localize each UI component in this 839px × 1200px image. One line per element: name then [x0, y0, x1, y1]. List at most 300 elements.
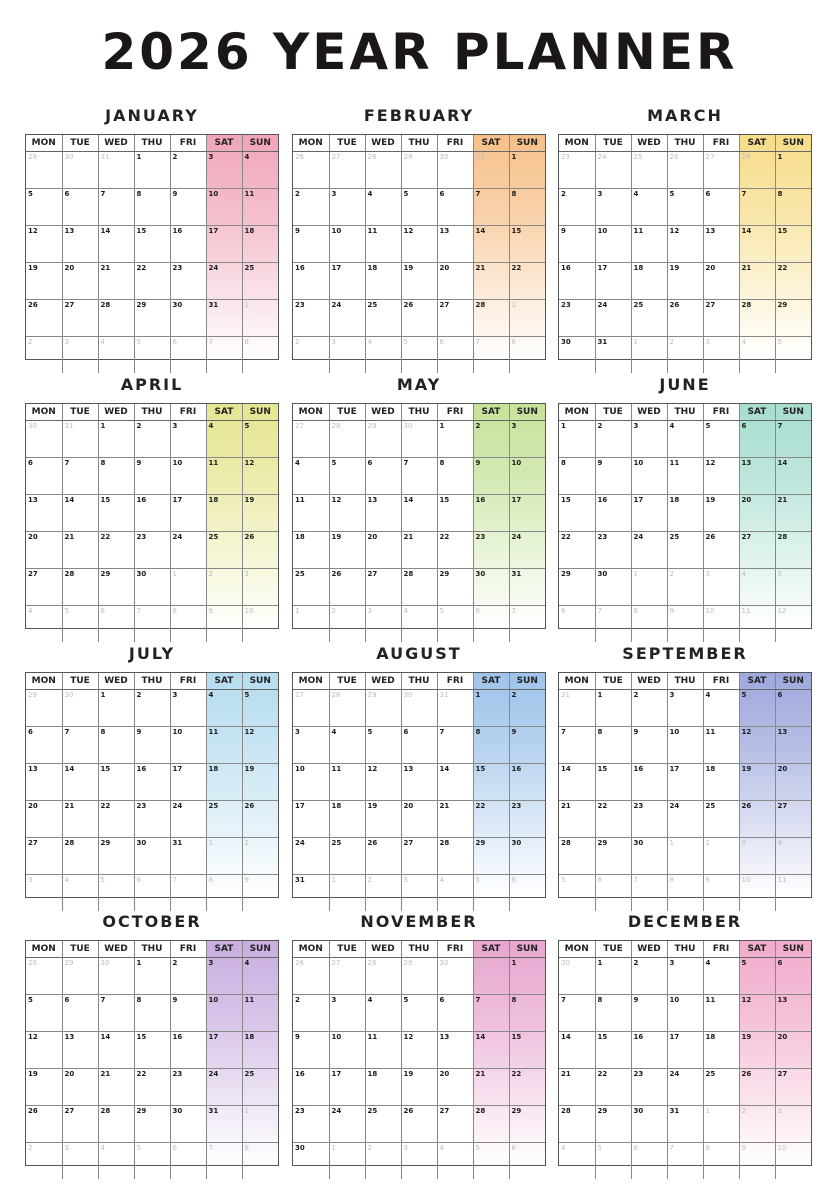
day-cell[interactable] — [206, 421, 242, 458]
day-cell[interactable] — [437, 727, 473, 764]
day-cell[interactable] — [329, 226, 365, 263]
day-cell[interactable] — [365, 337, 401, 374]
day-cell[interactable] — [206, 152, 242, 189]
day-cell[interactable] — [775, 764, 811, 801]
day-cell[interactable] — [170, 606, 206, 643]
day-cell[interactable] — [170, 875, 206, 912]
day-cell[interactable] — [62, 458, 98, 495]
day-cell[interactable] — [437, 263, 473, 300]
day-cell[interactable] — [509, 226, 545, 263]
day-cell[interactable] — [703, 838, 739, 875]
day-cell[interactable] — [293, 495, 329, 532]
day-cell[interactable] — [365, 764, 401, 801]
day-cell[interactable] — [631, 801, 667, 838]
day-cell[interactable] — [401, 1032, 437, 1069]
day-cell[interactable] — [329, 690, 365, 727]
day-cell[interactable] — [62, 226, 98, 263]
day-cell[interactable] — [62, 995, 98, 1032]
day-cell[interactable] — [703, 458, 739, 495]
day-cell[interactable] — [134, 727, 170, 764]
day-cell[interactable] — [437, 226, 473, 263]
day-cell[interactable] — [775, 337, 811, 374]
day-cell[interactable] — [595, 727, 631, 764]
day-cell[interactable] — [365, 532, 401, 569]
day-cell[interactable] — [509, 152, 545, 189]
day-cell[interactable] — [739, 569, 775, 606]
day-cell[interactable] — [437, 421, 473, 458]
day-cell[interactable] — [437, 690, 473, 727]
day-cell[interactable] — [739, 189, 775, 226]
day-cell[interactable] — [293, 532, 329, 569]
day-cell[interactable] — [703, 152, 739, 189]
day-cell[interactable] — [329, 606, 365, 643]
day-cell[interactable] — [595, 189, 631, 226]
day-cell[interactable] — [667, 263, 703, 300]
day-cell[interactable] — [293, 337, 329, 374]
day-cell[interactable] — [667, 189, 703, 226]
day-cell[interactable] — [62, 152, 98, 189]
day-cell[interactable] — [170, 300, 206, 337]
day-cell[interactable] — [293, 690, 329, 727]
day-cell[interactable] — [134, 300, 170, 337]
day-cell[interactable] — [667, 495, 703, 532]
day-cell[interactable] — [595, 958, 631, 995]
day-cell[interactable] — [739, 801, 775, 838]
day-cell[interactable] — [631, 226, 667, 263]
day-cell[interactable] — [559, 337, 595, 374]
day-cell[interactable] — [775, 300, 811, 337]
day-cell[interactable] — [26, 727, 62, 764]
day-cell[interactable] — [206, 189, 242, 226]
day-cell[interactable] — [473, 458, 509, 495]
day-cell[interactable] — [775, 152, 811, 189]
day-cell[interactable] — [595, 263, 631, 300]
day-cell[interactable] — [703, 995, 739, 1032]
day-cell[interactable] — [62, 606, 98, 643]
day-cell[interactable] — [775, 801, 811, 838]
day-cell[interactable] — [134, 189, 170, 226]
day-cell[interactable] — [595, 995, 631, 1032]
day-cell[interactable] — [62, 875, 98, 912]
day-cell[interactable] — [559, 1069, 595, 1106]
day-cell[interactable] — [739, 226, 775, 263]
day-cell[interactable] — [293, 764, 329, 801]
day-cell[interactable] — [134, 421, 170, 458]
day-cell[interactable] — [206, 1032, 242, 1069]
day-cell[interactable] — [293, 995, 329, 1032]
day-cell[interactable] — [242, 801, 278, 838]
day-cell[interactable] — [401, 606, 437, 643]
day-cell[interactable] — [437, 958, 473, 995]
day-cell[interactable] — [26, 995, 62, 1032]
day-cell[interactable] — [631, 569, 667, 606]
day-cell[interactable] — [739, 152, 775, 189]
day-cell[interactable] — [242, 727, 278, 764]
day-cell[interactable] — [26, 801, 62, 838]
day-cell[interactable] — [329, 764, 365, 801]
day-cell[interactable] — [170, 1069, 206, 1106]
day-cell[interactable] — [242, 690, 278, 727]
day-cell[interactable] — [559, 569, 595, 606]
day-cell[interactable] — [437, 495, 473, 532]
day-cell[interactable] — [595, 1032, 631, 1069]
day-cell[interactable] — [509, 421, 545, 458]
day-cell[interactable] — [365, 458, 401, 495]
day-cell[interactable] — [401, 300, 437, 337]
day-cell[interactable] — [170, 995, 206, 1032]
day-cell[interactable] — [26, 300, 62, 337]
day-cell[interactable] — [509, 764, 545, 801]
day-cell[interactable] — [62, 1106, 98, 1143]
day-cell[interactable] — [559, 838, 595, 875]
day-cell[interactable] — [401, 1069, 437, 1106]
day-cell[interactable] — [98, 1143, 134, 1180]
day-cell[interactable] — [509, 1032, 545, 1069]
day-cell[interactable] — [293, 801, 329, 838]
day-cell[interactable] — [98, 458, 134, 495]
day-cell[interactable] — [134, 263, 170, 300]
day-cell[interactable] — [206, 801, 242, 838]
day-cell[interactable] — [98, 189, 134, 226]
day-cell[interactable] — [631, 875, 667, 912]
day-cell[interactable] — [667, 300, 703, 337]
day-cell[interactable] — [559, 727, 595, 764]
day-cell[interactable] — [739, 300, 775, 337]
day-cell[interactable] — [401, 226, 437, 263]
day-cell[interactable] — [667, 690, 703, 727]
day-cell[interactable] — [401, 532, 437, 569]
day-cell[interactable] — [595, 337, 631, 374]
day-cell[interactable] — [667, 226, 703, 263]
day-cell[interactable] — [401, 569, 437, 606]
day-cell[interactable] — [437, 764, 473, 801]
day-cell[interactable] — [134, 801, 170, 838]
day-cell[interactable] — [559, 226, 595, 263]
day-cell[interactable] — [509, 875, 545, 912]
day-cell[interactable] — [509, 337, 545, 374]
day-cell[interactable] — [170, 337, 206, 374]
day-cell[interactable] — [437, 875, 473, 912]
day-cell[interactable] — [775, 495, 811, 532]
day-cell[interactable] — [329, 1106, 365, 1143]
day-cell[interactable] — [739, 1143, 775, 1180]
day-cell[interactable] — [62, 569, 98, 606]
day-cell[interactable] — [62, 300, 98, 337]
day-cell[interactable] — [170, 801, 206, 838]
day-cell[interactable] — [559, 690, 595, 727]
day-cell[interactable] — [667, 727, 703, 764]
day-cell[interactable] — [473, 606, 509, 643]
day-cell[interactable] — [206, 337, 242, 374]
day-cell[interactable] — [170, 838, 206, 875]
day-cell[interactable] — [242, 875, 278, 912]
day-cell[interactable] — [401, 995, 437, 1032]
day-cell[interactable] — [775, 958, 811, 995]
day-cell[interactable] — [206, 569, 242, 606]
day-cell[interactable] — [631, 1143, 667, 1180]
day-cell[interactable] — [473, 421, 509, 458]
day-cell[interactable] — [631, 690, 667, 727]
day-cell[interactable] — [401, 421, 437, 458]
day-cell[interactable] — [329, 421, 365, 458]
day-cell[interactable] — [98, 801, 134, 838]
day-cell[interactable] — [293, 727, 329, 764]
day-cell[interactable] — [473, 875, 509, 912]
day-cell[interactable] — [509, 995, 545, 1032]
day-cell[interactable] — [509, 495, 545, 532]
day-cell[interactable] — [170, 764, 206, 801]
day-cell[interactable] — [775, 421, 811, 458]
day-cell[interactable] — [437, 1106, 473, 1143]
day-cell[interactable] — [631, 532, 667, 569]
day-cell[interactable] — [775, 727, 811, 764]
day-cell[interactable] — [134, 337, 170, 374]
day-cell[interactable] — [293, 263, 329, 300]
day-cell[interactable] — [703, 875, 739, 912]
day-cell[interactable] — [739, 690, 775, 727]
day-cell[interactable] — [401, 727, 437, 764]
day-cell[interactable] — [329, 1032, 365, 1069]
day-cell[interactable] — [739, 337, 775, 374]
day-cell[interactable] — [365, 189, 401, 226]
day-cell[interactable] — [62, 1032, 98, 1069]
day-cell[interactable] — [703, 801, 739, 838]
day-cell[interactable] — [631, 1106, 667, 1143]
day-cell[interactable] — [206, 690, 242, 727]
day-cell[interactable] — [509, 606, 545, 643]
day-cell[interactable] — [293, 1106, 329, 1143]
day-cell[interactable] — [595, 606, 631, 643]
day-cell[interactable] — [631, 727, 667, 764]
day-cell[interactable] — [559, 995, 595, 1032]
day-cell[interactable] — [293, 875, 329, 912]
day-cell[interactable] — [509, 1069, 545, 1106]
day-cell[interactable] — [206, 458, 242, 495]
day-cell[interactable] — [631, 458, 667, 495]
day-cell[interactable] — [595, 875, 631, 912]
day-cell[interactable] — [293, 189, 329, 226]
day-cell[interactable] — [329, 838, 365, 875]
day-cell[interactable] — [595, 764, 631, 801]
day-cell[interactable] — [401, 801, 437, 838]
day-cell[interactable] — [206, 263, 242, 300]
day-cell[interactable] — [242, 1106, 278, 1143]
day-cell[interactable] — [26, 495, 62, 532]
day-cell[interactable] — [26, 1106, 62, 1143]
day-cell[interactable] — [473, 801, 509, 838]
day-cell[interactable] — [595, 226, 631, 263]
day-cell[interactable] — [559, 458, 595, 495]
day-cell[interactable] — [437, 569, 473, 606]
day-cell[interactable] — [559, 189, 595, 226]
day-cell[interactable] — [98, 569, 134, 606]
day-cell[interactable] — [595, 532, 631, 569]
day-cell[interactable] — [509, 300, 545, 337]
day-cell[interactable] — [595, 458, 631, 495]
day-cell[interactable] — [134, 1032, 170, 1069]
day-cell[interactable] — [365, 606, 401, 643]
day-cell[interactable] — [631, 189, 667, 226]
day-cell[interactable] — [206, 995, 242, 1032]
day-cell[interactable] — [775, 226, 811, 263]
day-cell[interactable] — [134, 1069, 170, 1106]
day-cell[interactable] — [437, 532, 473, 569]
day-cell[interactable] — [62, 838, 98, 875]
day-cell[interactable] — [242, 1032, 278, 1069]
day-cell[interactable] — [703, 727, 739, 764]
day-cell[interactable] — [206, 727, 242, 764]
day-cell[interactable] — [437, 838, 473, 875]
day-cell[interactable] — [775, 875, 811, 912]
day-cell[interactable] — [98, 875, 134, 912]
day-cell[interactable] — [559, 1106, 595, 1143]
day-cell[interactable] — [473, 337, 509, 374]
day-cell[interactable] — [473, 189, 509, 226]
day-cell[interactable] — [559, 263, 595, 300]
day-cell[interactable] — [667, 152, 703, 189]
day-cell[interactable] — [26, 606, 62, 643]
day-cell[interactable] — [98, 838, 134, 875]
day-cell[interactable] — [473, 152, 509, 189]
day-cell[interactable] — [62, 764, 98, 801]
day-cell[interactable] — [437, 1069, 473, 1106]
day-cell[interactable] — [473, 1106, 509, 1143]
day-cell[interactable] — [667, 606, 703, 643]
day-cell[interactable] — [703, 189, 739, 226]
day-cell[interactable] — [134, 226, 170, 263]
day-cell[interactable] — [473, 1032, 509, 1069]
day-cell[interactable] — [206, 606, 242, 643]
day-cell[interactable] — [473, 1143, 509, 1180]
day-cell[interactable] — [62, 801, 98, 838]
day-cell[interactable] — [206, 1143, 242, 1180]
day-cell[interactable] — [437, 1143, 473, 1180]
day-cell[interactable] — [26, 152, 62, 189]
day-cell[interactable] — [365, 801, 401, 838]
day-cell[interactable] — [134, 838, 170, 875]
day-cell[interactable] — [473, 995, 509, 1032]
day-cell[interactable] — [62, 1143, 98, 1180]
day-cell[interactable] — [26, 764, 62, 801]
day-cell[interactable] — [134, 1106, 170, 1143]
day-cell[interactable] — [509, 958, 545, 995]
day-cell[interactable] — [98, 958, 134, 995]
day-cell[interactable] — [775, 569, 811, 606]
day-cell[interactable] — [206, 1069, 242, 1106]
day-cell[interactable] — [739, 838, 775, 875]
day-cell[interactable] — [739, 1069, 775, 1106]
day-cell[interactable] — [62, 690, 98, 727]
day-cell[interactable] — [329, 495, 365, 532]
day-cell[interactable] — [703, 263, 739, 300]
day-cell[interactable] — [437, 606, 473, 643]
day-cell[interactable] — [667, 569, 703, 606]
day-cell[interactable] — [365, 1143, 401, 1180]
day-cell[interactable] — [134, 875, 170, 912]
day-cell[interactable] — [775, 606, 811, 643]
day-cell[interactable] — [170, 690, 206, 727]
day-cell[interactable] — [509, 1106, 545, 1143]
day-cell[interactable] — [26, 189, 62, 226]
day-cell[interactable] — [26, 337, 62, 374]
day-cell[interactable] — [595, 690, 631, 727]
day-cell[interactable] — [401, 458, 437, 495]
day-cell[interactable] — [365, 958, 401, 995]
day-cell[interactable] — [293, 838, 329, 875]
day-cell[interactable] — [703, 337, 739, 374]
day-cell[interactable] — [595, 495, 631, 532]
day-cell[interactable] — [401, 690, 437, 727]
day-cell[interactable] — [509, 838, 545, 875]
day-cell[interactable] — [365, 875, 401, 912]
day-cell[interactable] — [739, 875, 775, 912]
day-cell[interactable] — [667, 1143, 703, 1180]
day-cell[interactable] — [134, 152, 170, 189]
day-cell[interactable] — [98, 606, 134, 643]
day-cell[interactable] — [329, 532, 365, 569]
day-cell[interactable] — [559, 801, 595, 838]
day-cell[interactable] — [775, 1069, 811, 1106]
day-cell[interactable] — [242, 226, 278, 263]
day-cell[interactable] — [667, 421, 703, 458]
day-cell[interactable] — [473, 764, 509, 801]
day-cell[interactable] — [703, 226, 739, 263]
day-cell[interactable] — [703, 764, 739, 801]
day-cell[interactable] — [62, 958, 98, 995]
day-cell[interactable] — [401, 152, 437, 189]
day-cell[interactable] — [595, 1106, 631, 1143]
day-cell[interactable] — [62, 189, 98, 226]
day-cell[interactable] — [206, 764, 242, 801]
day-cell[interactable] — [206, 300, 242, 337]
day-cell[interactable] — [631, 1032, 667, 1069]
day-cell[interactable] — [703, 1069, 739, 1106]
day-cell[interactable] — [329, 569, 365, 606]
day-cell[interactable] — [170, 189, 206, 226]
day-cell[interactable] — [559, 421, 595, 458]
day-cell[interactable] — [170, 1143, 206, 1180]
day-cell[interactable] — [206, 495, 242, 532]
day-cell[interactable] — [365, 226, 401, 263]
day-cell[interactable] — [437, 458, 473, 495]
day-cell[interactable] — [739, 1106, 775, 1143]
day-cell[interactable] — [739, 764, 775, 801]
day-cell[interactable] — [134, 764, 170, 801]
day-cell[interactable] — [703, 421, 739, 458]
day-cell[interactable] — [98, 300, 134, 337]
day-cell[interactable] — [170, 1106, 206, 1143]
day-cell[interactable] — [559, 764, 595, 801]
day-cell[interactable] — [401, 337, 437, 374]
day-cell[interactable] — [703, 690, 739, 727]
day-cell[interactable] — [26, 1032, 62, 1069]
day-cell[interactable] — [667, 838, 703, 875]
day-cell[interactable] — [667, 764, 703, 801]
day-cell[interactable] — [329, 995, 365, 1032]
day-cell[interactable] — [170, 458, 206, 495]
day-cell[interactable] — [667, 1069, 703, 1106]
day-cell[interactable] — [98, 995, 134, 1032]
day-cell[interactable] — [631, 152, 667, 189]
day-cell[interactable] — [134, 532, 170, 569]
day-cell[interactable] — [134, 1143, 170, 1180]
day-cell[interactable] — [170, 263, 206, 300]
day-cell[interactable] — [473, 958, 509, 995]
day-cell[interactable] — [329, 458, 365, 495]
day-cell[interactable] — [509, 458, 545, 495]
day-cell[interactable] — [739, 1032, 775, 1069]
day-cell[interactable] — [595, 801, 631, 838]
